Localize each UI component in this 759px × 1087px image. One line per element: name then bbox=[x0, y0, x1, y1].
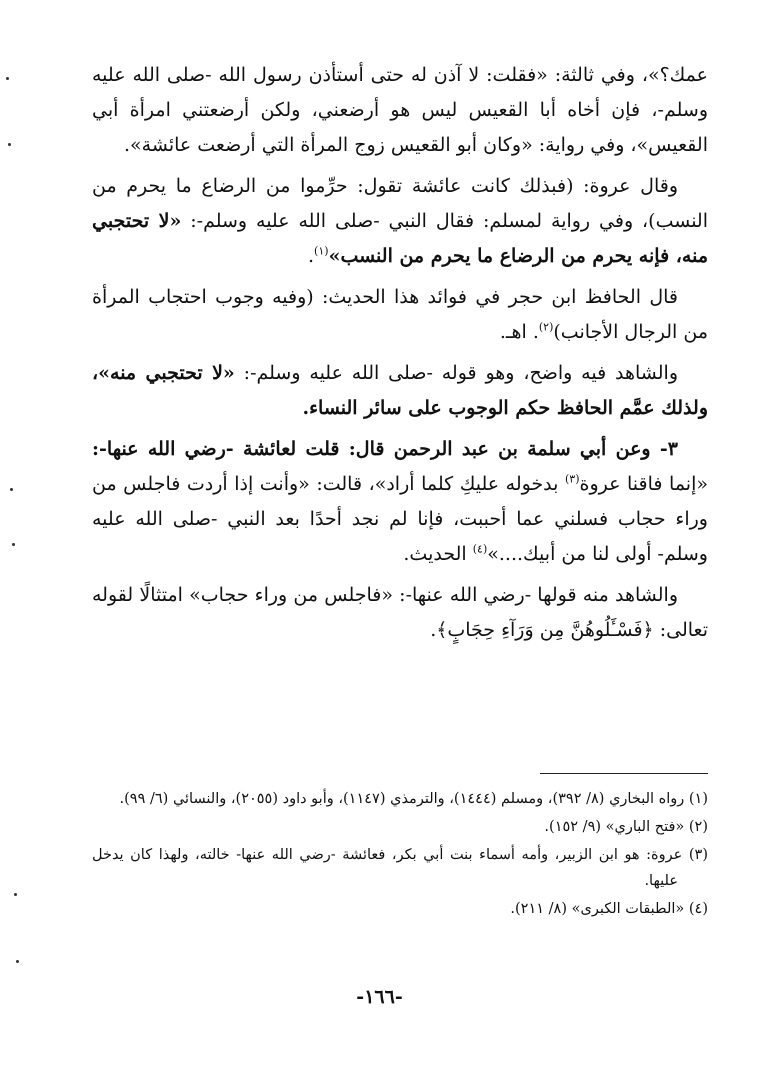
scan-speck bbox=[6, 77, 9, 80]
footnote-1: (١) رواه البخاري (٨/ ٣٩٢)، ومسلم (١٤٤٤)، والترمذي (١١٤٧)، وأبو داود (٢٠٥٥)، والنسائي (٦/ ٩٩). bbox=[119, 791, 708, 807]
footnotes bbox=[92, 786, 708, 924]
footnote-2: (٢) «فتح الباري» (٩/ ١٥٢). bbox=[544, 819, 708, 835]
bold-text: «لا تحتجبي منه، فإنه يحرم من الرضاع ما يحرم من النسب» bbox=[92, 210, 708, 267]
text-run: والشاهد منه قولها -رضي الله عنها-: «فاجلس من وراء حجاب» امتثالًا لقوله تعالى: ﴿فَسْـَٔلُوهُنَّ مِن وَرَآءِ حِجَابٍ﴾. bbox=[92, 584, 708, 641]
scan-speck bbox=[10, 488, 13, 491]
footnote-divider bbox=[540, 773, 708, 774]
footnote-ref: (٣) bbox=[565, 472, 580, 486]
paragraph-4 bbox=[92, 356, 708, 426]
text-run: والشاهد فيه واضح، وهو قوله -صلى الله عليه وسلم-: bbox=[234, 362, 678, 384]
page-number: -١٦٦- bbox=[356, 986, 403, 1008]
main-text bbox=[92, 58, 708, 654]
footnote-ref: (٢) bbox=[538, 320, 554, 334]
scan-speck bbox=[12, 543, 15, 546]
scan-speck bbox=[16, 960, 19, 963]
text-run: وقال عروة: (فبذلك كانت عائشة تقول: حرِّموا من الرضاع ما يحرم من النسب)، وفي رواية لمسلم: فقال النبي -صلى الله عليه وسلم-: bbox=[92, 175, 708, 232]
bold-text: ٣- وعن أبي سلمة بن عبد الرحمن قال: قلت لعائشة -رضي الله عنها-: bbox=[92, 438, 678, 460]
text-run: بدخوله عليكِ كلما أراد»، قالت: «وأنت إذا أردت فاجلس من وراء حجاب فسلني عما أحببت، فإنا لم نجد أحدًا بعد النبي -صلى الله عليه وسلم- أولى لنا من أبيك....» bbox=[92, 473, 708, 565]
text-run: عمك؟»، وفي ثالثة: «فقلت: لا آذن له حتى أستأذن رسول الله -صلى الله عليه وسلم-، فإن أخاه أبا القعيس ليس هو أرضعني، ولكن أرضعتني امرأة أبي القعيس»، وفي رواية: «وكان أبو القعيس زوج المرأة التي أرضعت عائشة». bbox=[92, 64, 708, 156]
paragraph-1 bbox=[92, 58, 708, 163]
footnote-ref: (١) bbox=[314, 244, 329, 258]
bold-text: «لا تحتجبي منه»، ولذلك عمَّم الحافظ حكم الوجوب على سائر النساء. bbox=[92, 362, 708, 419]
footnote-ref: (٤) bbox=[472, 542, 488, 556]
footnote-4: (٤) «الطبقات الكبرى» (٨/ ٢١١). bbox=[510, 901, 708, 917]
text-run: . bbox=[308, 245, 315, 267]
paragraph-3 bbox=[92, 280, 708, 350]
text-run: قال الحافظ ابن حجر في فوائد هذا الحديث: (وفيه وجوب احتجاب المرأة من الرجال الأجانب) bbox=[92, 286, 708, 343]
paragraph-6 bbox=[92, 578, 708, 648]
scan-speck bbox=[14, 893, 17, 896]
paragraph-5 bbox=[92, 432, 708, 572]
footnote-3: (٣) عروة: هو ابن الزبير، وأمه أسماء بنت أبي بكر، فعائشة -رضي الله عنها- خالته، ولهذا كان يدخل عليها. bbox=[92, 847, 708, 889]
text-run: . اهـ. bbox=[499, 321, 539, 343]
text-run: «إنما فاقنا عروة bbox=[579, 473, 708, 495]
scan-speck bbox=[8, 143, 11, 146]
paragraph-2 bbox=[92, 169, 708, 274]
text-run: الحديث. bbox=[403, 543, 473, 565]
